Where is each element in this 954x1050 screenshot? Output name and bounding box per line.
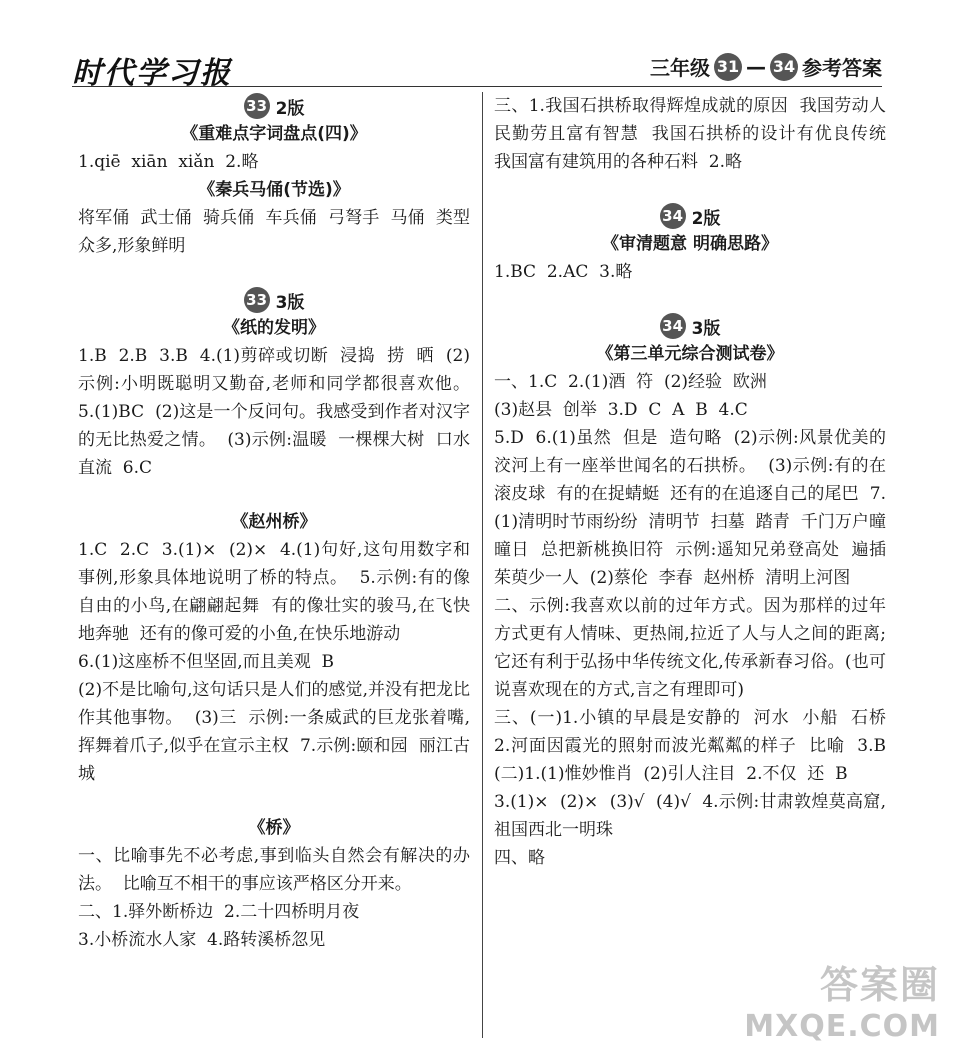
watermark-logo-text: 答案圈 <box>819 963 940 1007</box>
answer-text: 一、比喻事先不必考虑,事到临头自然会有解决的办法。 比喻互不相干的事应该严格区分开来。 <box>78 846 470 894</box>
answer-text: 三、1.我国石拱桥取得辉煌成就的原因 我国劳动人民勤劳且富有智慧 我国石拱桥的设计有优良传统 我国富有建筑用的各种石料 2.略 <box>494 96 897 172</box>
issue-end-badge: 34 <box>770 53 798 81</box>
answer-text: (3)赵县 创举 3.D C A B 4.C <box>494 400 748 420</box>
page-label: 3版 <box>691 318 721 339</box>
article-title: 《赵州桥》 <box>231 512 317 532</box>
section-header <box>78 92 470 120</box>
grade-text: 三年级 <box>650 56 710 80</box>
answer-text: 二、示例:我喜欢以前的过年方式。因为那样的过年方式更有人情味、更热闹,拉近了人与人之间的距离;它还有利于弘扬中华传统文化,传承新春习俗。(也可说喜欢现在的方式,言之有理即可) <box>494 596 886 700</box>
page-label: 2版 <box>691 208 721 229</box>
watermark <box>744 954 940 1044</box>
answer-text: (2)不是比喻句,这句话只是人们的感觉,并没有把龙比作其他事物。 (3)三 示例:一条威武的巨龙张着嘴,挥舞着爪子,似乎在宣示主权 7.示例:颐和园 丽江古城 <box>78 680 470 784</box>
issue-badge: 33 <box>244 93 270 119</box>
issue-start-badge: 31 <box>714 53 742 81</box>
answer-text: 将军俑 武士俑 骑兵俑 车兵俑 弓弩手 马俑 类型众多,形象鲜明 <box>78 208 470 256</box>
right-column <box>494 92 897 872</box>
answer-text: 1.qiē xiān xiǎn 2.略 <box>78 152 259 172</box>
issue-badge: 34 <box>660 203 686 229</box>
header-rule <box>72 86 882 87</box>
article-title: 《审清题意 明确思路》 <box>602 234 778 254</box>
column-divider <box>482 92 483 1038</box>
answer-text: 3.小桥流水人家 4.路转溪桥忽见 <box>78 930 326 950</box>
article-title: 《第三单元综合测试卷》 <box>596 344 784 364</box>
answer-text: 1.C 2.C 3.(1)× (2)× 4.(1)句好,这句用数字和事例,形象具体地说明了桥的特点。 5.示例:有的像自由的小鸟,在翩翩起舞 有的像壮实的骏马,在飞快地奔驰 还有的像可爱的小鱼,在快乐地游动 <box>78 540 470 644</box>
left-column <box>78 92 481 954</box>
answer-text: 6.(1)这座桥不但坚固,而且美观 B <box>78 652 335 672</box>
answer-text: 四、略 <box>494 848 545 868</box>
issue-badge: 34 <box>660 313 686 339</box>
article-title: 《桥》 <box>248 818 300 838</box>
watermark-url: MXQE.COM <box>744 1009 940 1044</box>
page-label: 2版 <box>275 98 305 119</box>
newspaper-logo: 时代学习报 <box>72 56 232 91</box>
header-dash: — <box>746 54 766 79</box>
answers-label: 参考答案 <box>802 56 882 80</box>
answer-text: 5.D 6.(1)虽然 但是 造句略 (2)示例:风景优美的洨河上有一座举世闻名的石拱桥。 (3)示例:有的在滚皮球 有的在捉蜻蜓 还有的在追逐自己的尾巴 7.(1)清明时节雨纷纷 清明节 扫墓 踏青 千门万户曈曈日 总把新桃换旧符 示例:遥知兄弟登高处 遍插茱萸少一人 (2)蔡伦 李春 赵州桥 清明上河图 <box>494 428 886 588</box>
answer-text: 1.BC 2.AC 3.略 <box>494 262 633 282</box>
section-header <box>78 286 470 314</box>
answer-text: 二、1.驿外断桥边 2.二十四桥明月夜 <box>78 902 360 922</box>
issue-badge: 33 <box>244 287 270 313</box>
section-header <box>494 202 886 230</box>
page-label: 3版 <box>275 292 305 313</box>
header-answer-label <box>650 52 882 81</box>
answer-text: 1.B 2.B 3.B 4.(1)剪碎或切断 浸捣 捞 晒 (2)示例:小明既聪明又勤奋,老师和同学都很喜欢他。 5.(1)BC (2)这是一个反问句。我感受到作者对汉字的无比热爱之情。 (3)示例:温暖 一棵棵大树 口水直流 6.C <box>78 346 481 478</box>
article-title: 《秦兵马俑(节选)》 <box>198 180 350 200</box>
article-title: 《纸的发明》 <box>223 318 325 338</box>
answer-text: 3.(1)× (2)× (3)√ (4)√ 4.示例:甘肃敦煌莫高窟,祖国西北一明珠 <box>494 792 886 840</box>
article-title: 《重难点字词盘点(四)》 <box>181 124 367 144</box>
answer-text: 一、1.C 2.(1)酒 符 (2)经验 欧洲 <box>494 372 767 392</box>
page-header <box>72 48 882 91</box>
section-header <box>494 312 886 340</box>
answer-text: 三、(一)1.小镇的早晨是安静的 河水 小船 石桥 2.河面因霞光的照射而波光粼粼的样子 比喻 3.B (二)1.(1)惟妙惟肖 (2)引人注目 2.不仅 还 B <box>494 708 897 784</box>
